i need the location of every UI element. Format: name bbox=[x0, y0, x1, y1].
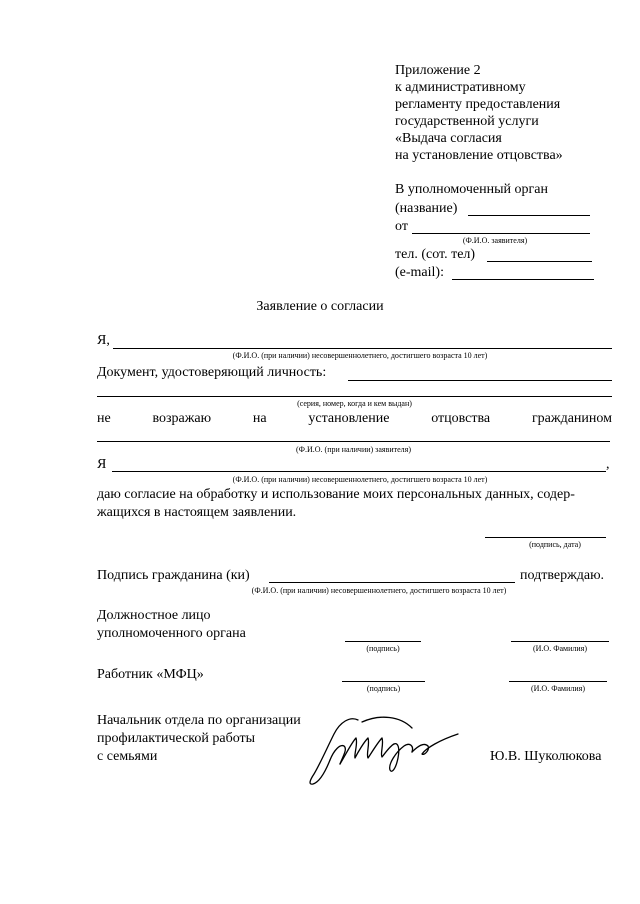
mfc-sign-caption: (подпись) bbox=[366, 684, 401, 693]
position-line: с семьями bbox=[97, 749, 158, 764]
line-end-comma: , bbox=[606, 457, 610, 472]
applicant-full-name-caption: (Ф.И.О. (при наличии) заявителя) bbox=[295, 445, 412, 454]
minor-name-caption: (Ф.И.О. (при наличии) несовершеннолетнего, достигшего возраста 10 лет) bbox=[232, 351, 488, 360]
i-label: Я, bbox=[97, 333, 110, 348]
appendix-line: государственной услуги bbox=[395, 114, 539, 129]
i-label-2: Я bbox=[97, 457, 107, 472]
official-label-line: уполномоченного органа bbox=[97, 626, 246, 641]
position-line: Начальник отдела по организации bbox=[97, 713, 301, 728]
official-name-caption: (И.О. Фамилия) bbox=[532, 644, 588, 653]
document-details-field[interactable] bbox=[97, 396, 612, 397]
document-caption: (серия, номер, когда и кем выдан) bbox=[297, 399, 412, 408]
email-field[interactable] bbox=[452, 279, 594, 280]
applicant-name-field[interactable] bbox=[412, 233, 590, 234]
appendix-line: регламенту предоставления bbox=[395, 97, 561, 112]
addressee-name-field[interactable] bbox=[468, 215, 590, 216]
no-objection-word: на bbox=[252, 411, 267, 426]
appendix-line: «Выдача согласия bbox=[395, 131, 502, 146]
mfc-name-caption: (И.О. Фамилия) bbox=[530, 684, 586, 693]
official-name-field[interactable] bbox=[511, 641, 609, 642]
minor-name-caption-2: (Ф.И.О. (при наличии) несовершеннолетнего, достигшего возраста 10 лет) bbox=[232, 475, 488, 484]
applicant-name-caption: (Ф.И.О. заявителя) bbox=[462, 236, 528, 245]
confirm-suffix: подтверждаю. bbox=[520, 568, 605, 583]
applicant-full-name-field[interactable] bbox=[97, 441, 610, 442]
minor-name-field[interactable] bbox=[113, 348, 612, 349]
no-objection-word: установление bbox=[308, 411, 390, 426]
confirm-name-field[interactable] bbox=[269, 582, 515, 583]
confirm-caption: (Ф.И.О. (при наличии) несовершеннолетнего, достигшего возраста 10 лет) bbox=[251, 586, 507, 595]
phone-label: тел. (сот. тел) bbox=[395, 247, 476, 262]
phone-field[interactable] bbox=[487, 261, 592, 262]
official-sign-field[interactable] bbox=[345, 641, 421, 642]
position-line: профилактической работы bbox=[97, 731, 256, 746]
mfc-label: Работник «МФЦ» bbox=[97, 667, 204, 682]
no-objection-word: гражданином bbox=[531, 411, 612, 426]
confirm-label: Подпись гражданина (ки) bbox=[97, 568, 250, 583]
consent-text-line: даю согласие на обработку и использование моих персональных данных, содер- bbox=[97, 487, 575, 502]
appendix-line: к административному bbox=[395, 80, 526, 95]
sign-date-caption: (подпись, дата) bbox=[529, 540, 581, 549]
official-label-line: Должностное лицо bbox=[97, 608, 211, 623]
minor-name-field-2[interactable] bbox=[112, 471, 606, 472]
no-objection-word: возражаю bbox=[152, 411, 212, 426]
email-label: (e-mail): bbox=[395, 265, 444, 280]
addressee-from-label: от bbox=[395, 219, 408, 234]
appendix-line: на установление отцовства» bbox=[395, 148, 563, 163]
addressee-name-label: (название) bbox=[395, 201, 458, 216]
sign-date-field[interactable] bbox=[485, 537, 606, 538]
official-sign-caption: (подпись) bbox=[366, 644, 400, 653]
no-objection-word: не bbox=[97, 411, 111, 426]
handwritten-signature bbox=[300, 708, 475, 788]
consent-text-line: жащихся в настоящем заявлении. bbox=[97, 505, 297, 520]
no-objection-word: отцовства bbox=[431, 411, 491, 426]
signer-name: Ю.В. Шуколюкова bbox=[490, 749, 602, 764]
no-objection-line bbox=[97, 411, 612, 427]
document-field[interactable] bbox=[348, 380, 612, 381]
mfc-sign-field[interactable] bbox=[342, 681, 425, 682]
appendix-line: Приложение 2 bbox=[395, 63, 481, 78]
mfc-name-field[interactable] bbox=[509, 681, 607, 682]
form-title: Заявление о согласии bbox=[256, 299, 384, 314]
document-label: Документ, удостоверяющий личность: bbox=[97, 365, 327, 380]
addressee-org-label: В уполномоченный орган bbox=[395, 182, 548, 197]
